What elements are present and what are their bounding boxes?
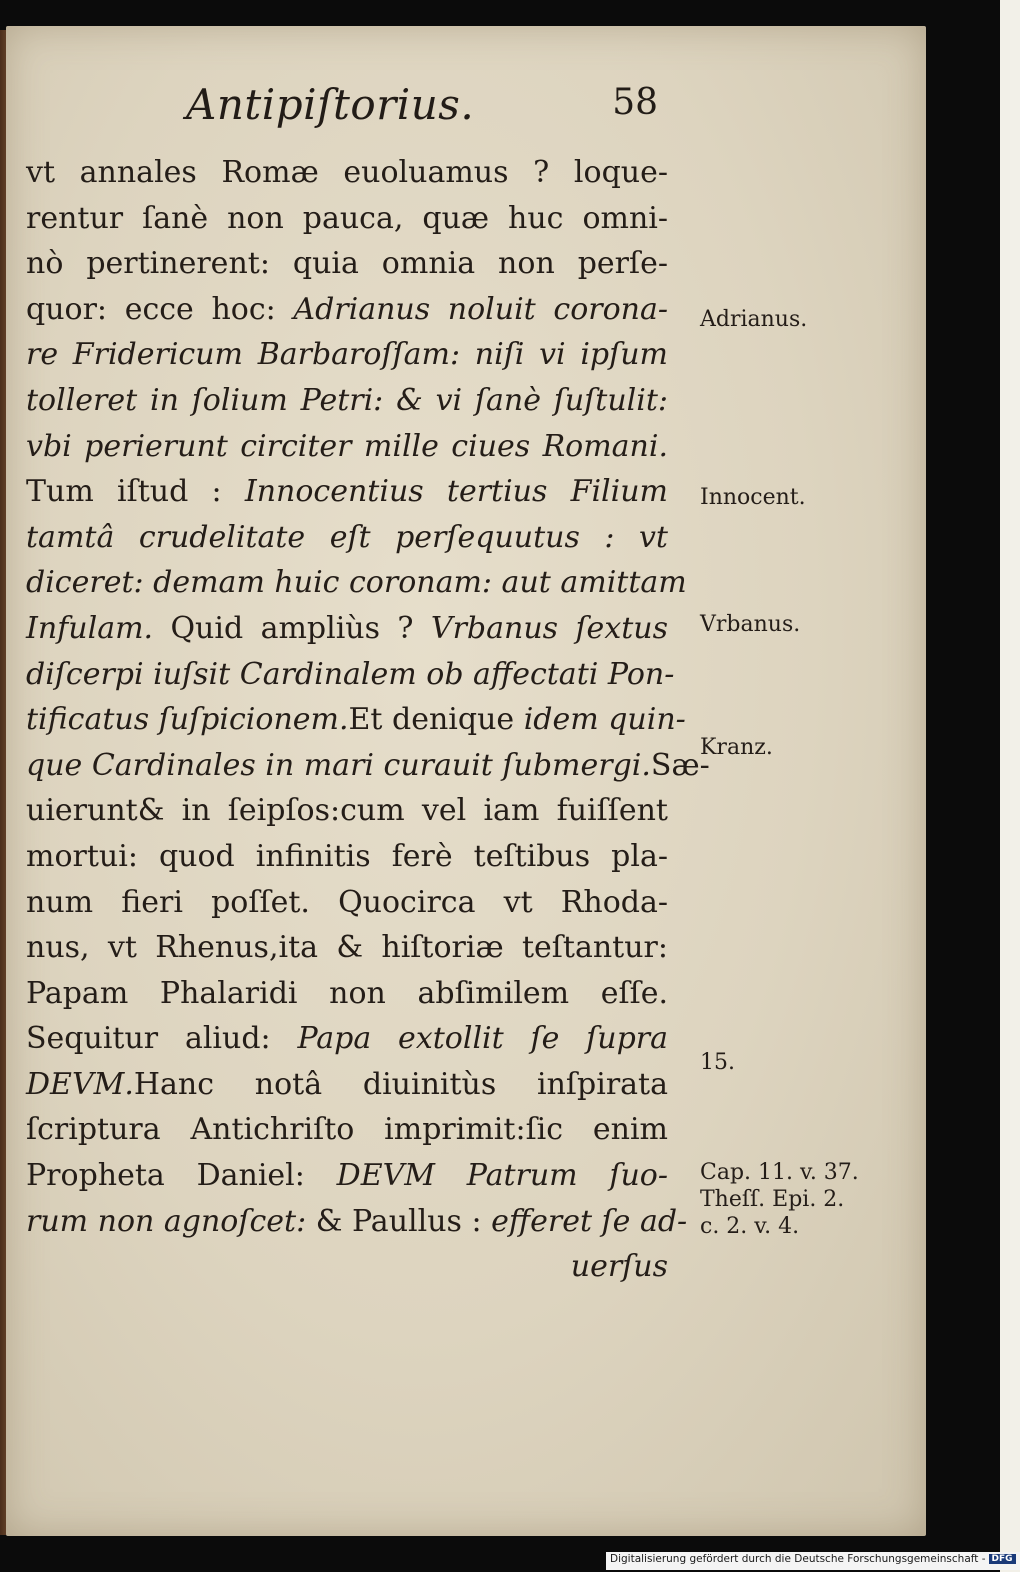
text-line xyxy=(26,287,668,333)
roman-text: Quid ampliùs ? xyxy=(153,610,431,646)
roman-text: rentur ſanè non pauca, quæ huc omni- xyxy=(26,200,668,236)
italic-text: DEVM. xyxy=(26,1066,134,1102)
text-line xyxy=(26,515,668,561)
italic-text: vbi perierunt circiter mille ciues Romani. xyxy=(26,428,668,464)
text-line xyxy=(26,743,710,789)
italic-text: que Cardinales in mari curauit ſubmergi. xyxy=(26,747,651,783)
body-text xyxy=(26,150,859,1290)
text-line xyxy=(26,560,687,606)
margin-note: c. 2. v. 4. xyxy=(700,1214,800,1240)
text-line xyxy=(26,971,668,1017)
roman-text: uierunt& in ſeipſos:cum vel iam fuiſſent xyxy=(26,793,668,829)
roman-text: nus, vt Rhenus,ita & hiſtoriæ teſtantur: xyxy=(26,930,668,966)
roman-text: vt annales Romæ euoluamus ? loque- xyxy=(26,155,668,190)
italic-text: tamtâ crudelitate eſt perſequutus : vt xyxy=(26,519,668,555)
running-head-title: Antipiſtorius. xyxy=(186,80,475,129)
roman-text: nò pertinerent: quia omnia non perſe- xyxy=(26,246,668,282)
text-line xyxy=(26,332,668,378)
roman-text: Propheta Daniel: xyxy=(26,1158,337,1194)
roman-text: & Paullus : xyxy=(306,1203,492,1239)
italic-text: Innocentius tertius Filium xyxy=(244,474,668,510)
italic-text: diceret: demam huic coronam: aut amittam xyxy=(26,565,687,601)
italic-text: idem quin- xyxy=(523,702,686,738)
roman-text: Papam Phalaridi non abſimilem eſſe. xyxy=(26,975,668,1011)
margin-note: Cap. 11. v. 37. xyxy=(700,1159,859,1185)
text-line xyxy=(26,1062,668,1108)
text-line xyxy=(26,880,668,926)
margin-note: Innocent. xyxy=(700,484,806,510)
text-line xyxy=(26,150,668,196)
margin-note: Theſſ. Epi. 2. xyxy=(700,1186,845,1212)
text-line xyxy=(26,1199,688,1245)
italic-text: tificatus ſuſpicionem. xyxy=(26,702,349,738)
roman-text: quor: ecce hoc: xyxy=(26,291,294,327)
italic-text: rum non agnoſcet: xyxy=(26,1203,307,1239)
italic-text: tolleret in ſolium Petri: & vi ſanè ſuſtulit: xyxy=(26,382,668,418)
footer-text: Digitalisierung gefördert durch die Deutsche Forschungsgemeinschaft - xyxy=(610,1553,986,1565)
text-line xyxy=(26,469,668,515)
page-number: 58 xyxy=(612,82,658,123)
text-line xyxy=(26,1153,668,1199)
roman-text: num fieri poſſet. Quocirca vt Rhoda- xyxy=(26,884,668,920)
italic-text: Vrbanus ſextus xyxy=(430,610,669,646)
text-line xyxy=(26,925,668,971)
text-line xyxy=(26,606,668,652)
roman-text: Sequitur aliud: xyxy=(26,1021,298,1057)
running-head xyxy=(186,80,666,140)
text-line xyxy=(26,788,668,834)
italic-text: diſcerpi iuſsit Cardinalem ob affectati Pon- xyxy=(26,656,675,692)
italic-text: efferet ſe ad- xyxy=(491,1203,688,1239)
text-line xyxy=(26,652,675,698)
text-line xyxy=(26,196,668,242)
italic-text: Adrianus noluit corona- xyxy=(293,291,669,327)
text-line xyxy=(26,1107,668,1153)
roman-text: ſcriptura Antichriſto imprimit:ſic enim xyxy=(26,1112,668,1148)
text-line xyxy=(26,697,686,743)
margin-note: Kranz. xyxy=(700,735,773,761)
roman-text: Et denique xyxy=(348,702,524,738)
footer-credit xyxy=(606,1552,1020,1570)
text-line xyxy=(26,1244,668,1290)
text-line xyxy=(26,424,668,470)
italic-text: uerſus xyxy=(570,1249,668,1285)
margin-note: Vrbanus. xyxy=(700,612,801,638)
italic-text: Papa extollit ſe ſupra xyxy=(297,1021,668,1057)
italic-text: DEVM Patrum ſuo- xyxy=(336,1158,668,1194)
italic-text: re Fridericum Barbaroſſam: niſi vi ipſum xyxy=(26,337,668,373)
margin-note: 15. xyxy=(700,1050,735,1076)
italic-text: Infulam. xyxy=(26,610,154,646)
roman-text: Tum iſtud : xyxy=(26,474,245,510)
dfg-logo: DFG xyxy=(989,1554,1016,1564)
text-line xyxy=(26,834,668,880)
text-line xyxy=(26,241,668,287)
roman-text: Sæ- xyxy=(650,747,710,783)
text-line xyxy=(26,378,668,424)
roman-text: mortui: quod infinitis ferè teſtibus pla- xyxy=(26,838,668,874)
roman-text: Hanc notâ diuinitùs inſpirata xyxy=(133,1066,668,1102)
margin-note: Adrianus. xyxy=(700,306,808,332)
text-line xyxy=(26,1016,668,1062)
